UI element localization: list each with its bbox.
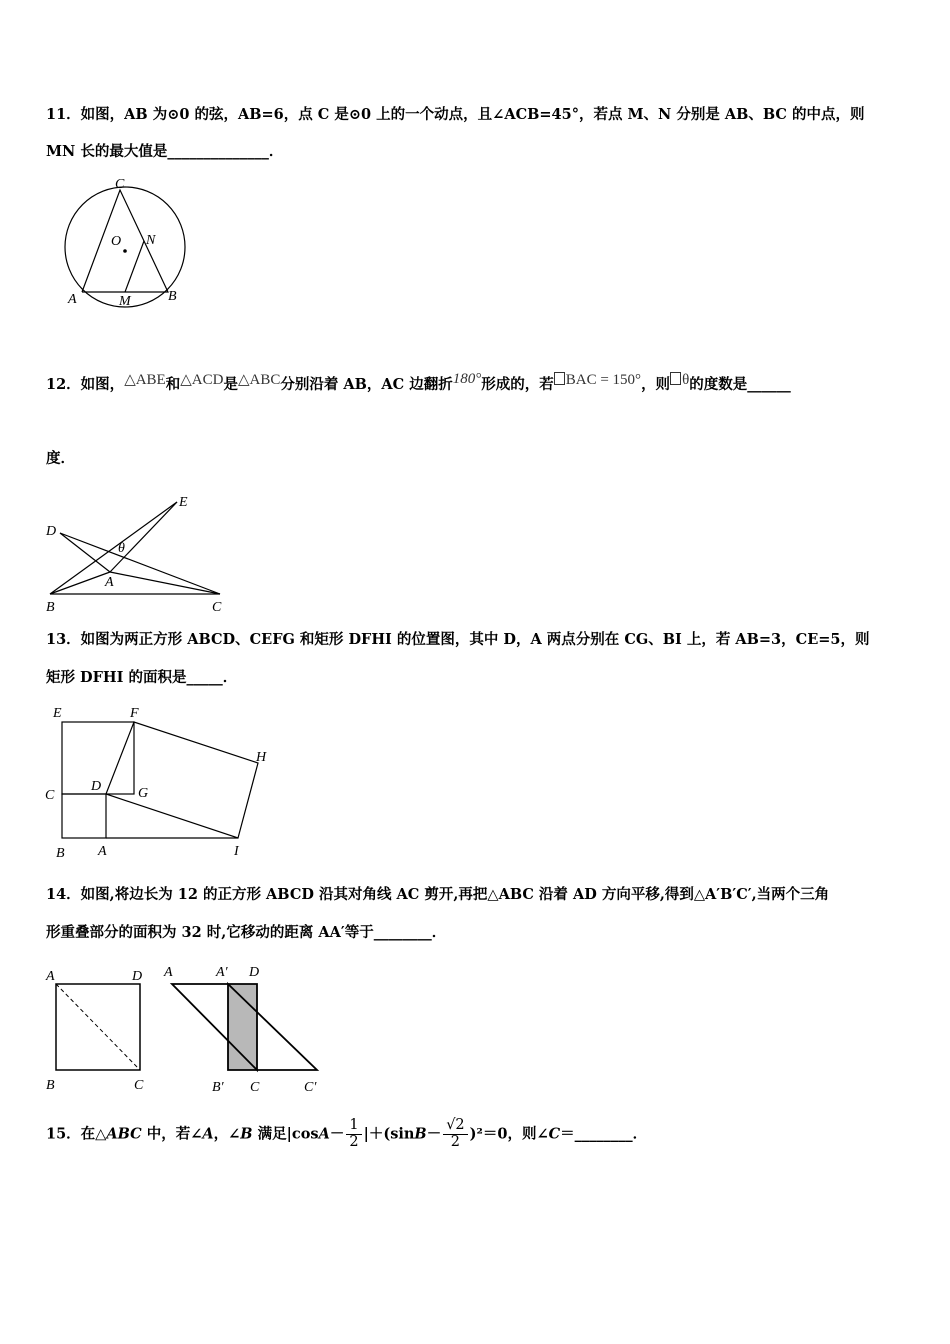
q12-missing-glyph-2: [670, 372, 681, 385]
q14-line1: 14．如图,将边长为 12 的正方形 ABCD 沿其对角线 AC 剪开,再把△ABC 沿着 AD 方向平移,得到△A′B′C′,当两个三角: [46, 886, 830, 903]
q13-label-f: F: [130, 706, 139, 721]
q15-text-6: |＋(sin: [363, 1125, 415, 1143]
q12-tri-acd: △ACD: [180, 372, 224, 388]
q12-line-dc: [60, 533, 220, 594]
q11-label-a: A: [68, 292, 77, 307]
q14-diagonal-ac: [56, 984, 140, 1070]
q14-square-abcd: [56, 984, 140, 1070]
q12-label-b: B: [46, 600, 55, 615]
q11-line2: MN 长的最大值是______________．: [46, 143, 284, 160]
q11-label-o: O: [111, 234, 122, 249]
q12-label-e: E: [179, 495, 188, 510]
q14-label-a2: A: [164, 965, 173, 980]
q15-text-9: ＝________．: [560, 1125, 648, 1143]
q13-label-g: G: [138, 786, 149, 801]
q13-line1: 13．如图为两正方形 ABCD、CEFG 和矩形 DFHI 的位置图，其中 D，A 两点分别在 CG、BI 上，若 AB=3，CE=5，则: [46, 631, 870, 648]
q11-center-dot: [123, 249, 127, 253]
q15-text-7: －: [426, 1125, 442, 1143]
q12-line2: 度．: [46, 450, 75, 467]
q12-missing-glyph-1: [554, 372, 565, 385]
q15-sqrt-den: 2: [450, 1133, 461, 1150]
q14-label-c-prime: C′: [304, 1080, 317, 1095]
q12-label-c: C: [212, 600, 222, 615]
q15-c: C: [548, 1125, 561, 1143]
q14-label-a: A: [46, 969, 55, 984]
q15-half-den: 2: [349, 1133, 359, 1150]
q15-abc: ABC: [106, 1125, 142, 1143]
q15-text-1: 15．在△: [46, 1125, 107, 1143]
q12-line-ac: [110, 572, 220, 594]
q12-text-1: 12．如图，: [46, 376, 125, 393]
q11-label-b: B: [168, 289, 177, 304]
q12-angle-180: 180°: [452, 371, 482, 387]
q15-line: [46, 1118, 647, 1151]
q14-label-a-prime: A′: [216, 965, 228, 980]
q13-line2: 矩形 DFHI 的面积是_____．: [46, 669, 238, 686]
q11-figure: [55, 172, 195, 312]
q13-square-abcd: [62, 794, 106, 838]
q12-text-6: ，则: [641, 376, 671, 393]
q11-label-c: C: [115, 177, 125, 192]
q12-text-4: 分别沿着 AB，AC 边翻折: [280, 376, 453, 393]
q15-a2: A: [318, 1125, 330, 1143]
q15-fraction-half: [346, 1118, 361, 1151]
q13-label-a: A: [98, 844, 107, 859]
q14-line2: 形重叠部分的面积为 32 时,它移动的距离 AA′等于________．: [46, 924, 447, 941]
q11-label-n: N: [146, 233, 156, 248]
q15-b2: B: [414, 1125, 427, 1143]
q15-a: A: [202, 1125, 214, 1143]
q13-label-h: H: [256, 750, 267, 765]
q12-label-a: A: [105, 575, 114, 590]
q13-label-c: C: [45, 788, 55, 803]
q13-label-d: D: [91, 779, 102, 794]
q14-label-c2: C: [250, 1080, 260, 1095]
q12-text-3: 是: [223, 376, 238, 393]
q12-tri-abe: △ABE: [124, 372, 166, 388]
q11-segment-mn: [125, 241, 144, 292]
q12-line-ea: [110, 502, 177, 572]
q13-figure: [42, 700, 282, 865]
q14-label-b: B: [46, 1078, 55, 1093]
q13-label-e: E: [53, 706, 62, 721]
q15-text-5: －: [329, 1125, 345, 1143]
q15-half-num: 1: [346, 1118, 361, 1135]
q14-label-b-prime: B′: [212, 1080, 224, 1095]
q12-theta: θ: [682, 372, 690, 388]
q15-fraction-sqrt2: [443, 1118, 467, 1151]
q12-figure: [44, 490, 244, 620]
q14-label-d: D: [132, 969, 143, 984]
q12-line-ba: [50, 572, 110, 594]
q15-b: B: [240, 1125, 253, 1143]
q12-line-da: [60, 533, 110, 572]
q14-figure: [42, 958, 342, 1098]
q13-label-i: I: [234, 844, 239, 859]
q13-label-b: B: [56, 846, 65, 861]
q12-label-d: D: [46, 524, 57, 539]
q15-text-8: )²＝0，则∠: [469, 1125, 549, 1143]
q11-line1: 11．如图，AB 为⊙0 的弦，AB=6，点 C 是⊙0 上的一个动点，且∠ACB=45°，若点 M、N 分别是 AB、BC 的中点，则: [46, 106, 865, 123]
q12-label-theta: θ: [118, 541, 125, 556]
q12-text-2: 和: [165, 376, 181, 393]
q12-line1: [46, 370, 791, 394]
q14-label-d2: D: [249, 965, 260, 980]
q14-label-c: C: [134, 1078, 144, 1093]
q15-text-2: 中，若∠: [141, 1125, 203, 1143]
q15-text-4: 满足|cos: [252, 1125, 319, 1143]
q15-text-3: ，∠: [213, 1125, 241, 1143]
q12-text-7: 的度数是______: [689, 376, 791, 393]
q12-text-5: 形成的，若: [481, 376, 554, 393]
q13-rect-dfhi: [106, 722, 258, 838]
q12-tri-abc: △ABC: [237, 372, 281, 388]
q12-bac: BAC = 150°: [565, 372, 642, 388]
q15-sqrt-num: √2: [443, 1118, 467, 1135]
q11-label-m: M: [119, 294, 131, 309]
